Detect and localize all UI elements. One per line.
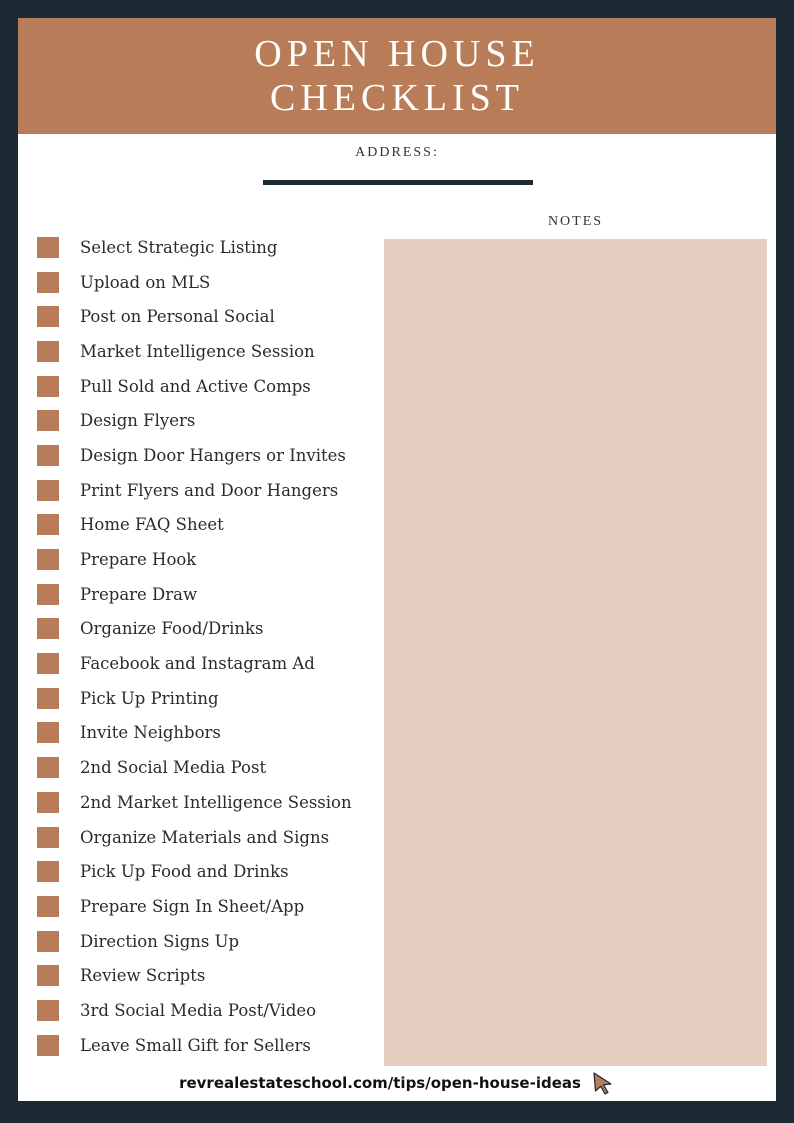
checklist-item[interactable] [37,958,377,993]
checklist-item-label: 2nd Social Media Post [80,758,267,778]
checklist-item-label: Design Door Hangers or Invites [80,445,346,465]
checkbox[interactable] [37,306,59,327]
checkbox[interactable] [37,757,59,778]
checklist-item[interactable] [37,785,377,820]
checklist [37,230,377,1063]
checkbox[interactable] [37,272,59,293]
checkbox[interactable] [37,514,59,535]
checklist-item-label: Prepare Sign In Sheet/App [80,896,305,916]
checkbox[interactable] [37,1035,59,1056]
checkbox[interactable] [37,549,59,570]
checklist-item[interactable] [37,750,377,785]
checklist-item[interactable] [37,716,377,751]
checklist-item[interactable] [37,993,377,1028]
checklist-item-label: Prepare Draw [80,584,198,604]
checklist-item-label: Pick Up Food and Drinks [80,862,289,882]
checklist-item-label: Organize Materials and Signs [80,827,330,847]
checklist-item[interactable] [37,854,377,889]
checklist-item[interactable] [37,299,377,334]
checklist-item[interactable] [37,820,377,855]
checkbox[interactable] [37,480,59,501]
address-label: ADDRESS: [355,145,439,160]
checklist-item[interactable] [37,924,377,959]
checkbox[interactable] [37,792,59,813]
checklist-item-label: Upload on MLS [80,272,211,292]
footer [18,1071,776,1095]
checklist-item-label: Prepare Hook [80,550,197,570]
checkbox[interactable] [37,341,59,362]
notes-area[interactable] [384,239,767,1066]
checklist-item-label: Design Flyers [80,411,196,431]
cursor-arrow-icon [591,1071,615,1095]
checklist-item-label: Organize Food/Drinks [80,619,264,639]
checkbox[interactable] [37,618,59,639]
checklist-item[interactable] [37,403,377,438]
checklist-item[interactable] [37,646,377,681]
checkbox[interactable] [37,965,59,986]
checkbox[interactable] [37,1000,59,1021]
page-title-line-2: CHECKLIST [270,77,524,119]
checklist-item-label: Facebook and Instagram Ad [80,654,315,674]
checkbox[interactable] [37,445,59,466]
address-underline[interactable] [263,180,533,185]
checkbox[interactable] [37,896,59,917]
checklist-item[interactable] [37,438,377,473]
checklist-item[interactable] [37,334,377,369]
checklist-item[interactable] [37,265,377,300]
checklist-item-label: Direction Signs Up [80,931,240,951]
checklist-item-label: Invite Neighbors [80,723,221,743]
checkbox[interactable] [37,931,59,952]
checklist-item-label: Select Strategic Listing [80,237,278,257]
checkbox[interactable] [37,827,59,848]
checkbox[interactable] [37,722,59,743]
checklist-item-label: Pick Up Printing [80,688,219,708]
checkbox[interactable] [37,410,59,431]
footer-link[interactable]: revrealestateschool.com/tips/open-house-ideas [179,1074,581,1092]
checklist-item-label: Review Scripts [80,966,206,986]
checklist-item[interactable] [37,889,377,924]
checklist-item-label: Home FAQ Sheet [80,515,224,535]
checklist-item-label: Post on Personal Social [80,307,275,327]
checklist-item[interactable] [37,612,377,647]
checklist-item[interactable] [37,1028,377,1063]
checkbox[interactable] [37,376,59,397]
checklist-item[interactable] [37,369,377,404]
checklist-item[interactable] [37,577,377,612]
checklist-item[interactable] [37,473,377,508]
checklist-item-label: 2nd Market Intelligence Session [80,792,352,812]
checklist-item-label: 3rd Social Media Post/Video [80,1000,317,1020]
checklist-item-label: Pull Sold and Active Comps [80,376,311,396]
checklist-item[interactable] [37,230,377,265]
checklist-item-label: Print Flyers and Door Hangers [80,480,339,500]
checkbox[interactable] [37,237,59,258]
checklist-item-label: Market Intelligence Session [80,341,315,361]
checklist-item[interactable] [37,542,377,577]
checkbox[interactable] [37,688,59,709]
checklist-item-label: Leave Small Gift for Sellers [80,1035,311,1055]
checklist-item[interactable] [37,681,377,716]
checkbox[interactable] [37,584,59,605]
header-banner [18,18,776,134]
checkbox[interactable] [37,861,59,882]
notes-label: NOTES [547,214,604,229]
page-title-line-1: OPEN HOUSE [254,33,540,75]
checklist-item[interactable] [37,508,377,543]
checklist-page [18,18,776,1101]
checkbox[interactable] [37,653,59,674]
